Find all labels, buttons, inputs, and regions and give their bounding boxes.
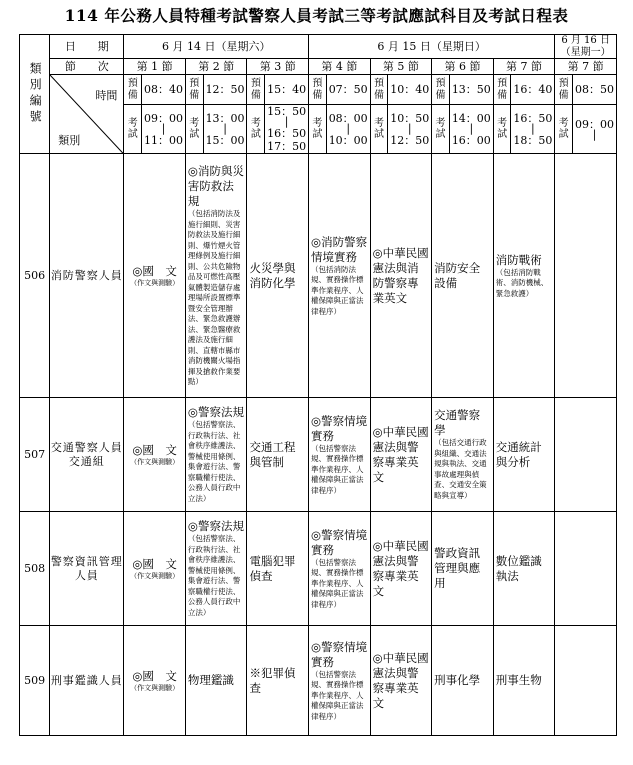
exam-time-5: 10：50 | 12：50 [388,105,432,154]
date-june14: 6 月 14 日（星期六） [124,35,309,59]
category-name: 消防警察人員 [50,154,124,398]
time-label: 時間 [95,89,118,102]
prep-time-3: 15：40 [265,75,309,105]
subject-s4: ◎警察情境實務 （包括警察法規、實務操作標準作業程序、人權保障與正當法律程序） [309,398,371,512]
subject-s5: ◎中華民國憲法與警察專業英文 [370,398,432,512]
prep-label: 預備 [185,75,203,105]
subject-s2: 物理鑑識 [185,626,247,736]
subject-s8-empty [555,626,617,736]
session-5: 第 5 節 [370,59,432,75]
session-2: 第 2 節 [185,59,247,75]
prep-label: 預備 [247,75,265,105]
subject-s2: ◎消防與災害防救法規 （包括消防法及施行細則、災害防救法及施行細則、爆竹煙火管理條例及施行細則、公共危險物品及可燃性高壓氣體製造儲存處理場所設置標準暨安全管理辦法、緊急救護辦法、緊急醫療救護法及施行細則、直轄市縣市消防機關火場指揮及搶救作業要點） [185,154,247,398]
subject-s3: 電腦犯罪偵查 [247,512,309,626]
subject-s1: ◎國 文 （作文與測驗） [124,398,186,512]
subject-s6: 刑事化學 [432,626,494,736]
exam-time-4: 08：00 | 10：00 [326,105,370,154]
table-row [20,512,617,626]
time-category-diagonal-header [50,75,124,154]
subject-s7: 消防戰術 （包括消防戰術、消防機械、緊急救護） [493,154,555,398]
subject-s1: ◎國 文 （作文與測驗） [124,626,186,736]
prep-label: 預備 [493,75,511,105]
prep-label: 預備 [432,75,450,105]
subject-s8-empty [555,154,617,398]
category-code: 508 [20,512,50,626]
page-title: 114 年公務人員特種考試警察人員考試三等考試應試科目及考試日程表 [64,6,569,25]
subject-s6: 消防安全設備 [432,154,494,398]
exam-label: 考試 [555,105,573,154]
exam-time-1: 09：00 | 11：00 [142,105,186,154]
session-label: 節 次 [50,59,124,75]
subject-s8-empty [555,512,617,626]
table-row [20,626,617,736]
session-1: 第 1 節 [124,59,186,75]
exam-label: 考試 [247,105,265,154]
subject-s3: 交通工程與管制 [247,398,309,512]
schedule-table [19,34,617,736]
exam-label: 考試 [309,105,327,154]
exam-time-2: 13：00 | 15：00 [203,105,247,154]
date-label: 日 期 [50,35,124,59]
subject-s2: ◎警察法規 （包括警察法、行政執行法、社會秩序維護法、警械使用條例、集會遊行法、警察職權行使法、公務人員行政中立法） [185,398,247,512]
session-7: 第 7 節 [493,59,555,75]
prep-time-5: 10：40 [388,75,432,105]
table-row [20,398,617,512]
subject-s7: 刑事生物 [493,626,555,736]
subject-s7: 交通統計與分析 [493,398,555,512]
category-name: 刑事鑑識人員 [50,626,124,736]
subject-s3: ※犯罪偵查 [247,626,309,736]
session-6: 第 6 節 [432,59,494,75]
category-code: 506 [20,154,50,398]
session-3: 第 3 節 [247,59,309,75]
exam-label: 考試 [185,105,203,154]
subject-s4: ◎警察情境實務 （包括警察法規、實務操作標準作業程序、人權保障與正當法律程序） [309,512,371,626]
subject-s6: 警政資訊管理與應用 [432,512,494,626]
subject-s8-empty [555,398,617,512]
exam-time-7: 16：50 | 18：50 [511,105,555,154]
subject-s6: 交通警察學 （包括交通行政與組織、交通法規與執法、交通事故處理與偵查、交通安全策略與宣導） [432,398,494,512]
subject-s3: 火災學與消防化學 [247,154,309,398]
exam-label: 考試 [370,105,388,154]
category-name: 警察資訊管理人員 [50,512,124,626]
prep-time-7: 16：40 [511,75,555,105]
session-7-june16: 第 7 節 [555,59,617,75]
exam-time-3: 15：50 | 16：50 17：50 [265,105,309,154]
subject-s7: 數位鑑識執法 [493,512,555,626]
exam-label: 考試 [124,105,142,154]
session-4: 第 4 節 [309,59,371,75]
prep-label: 預備 [555,75,573,105]
date-june15: 6 月 15 日（星期日） [309,35,555,59]
prep-label: 預備 [370,75,388,105]
subject-s5: ◎中華民國憲法與警察專業英文 [370,626,432,736]
prep-label: 預備 [309,75,327,105]
exam-label: 考試 [432,105,450,154]
prep-time-1: 08：40 [142,75,186,105]
exam-time-8: 09：00 | [573,105,617,154]
prep-time-4: 07：50 [326,75,370,105]
subject-s1: ◎國 文 （作文與測驗） [124,154,186,398]
exam-label: 考試 [493,105,511,154]
category-label: 類別 [58,133,81,147]
subject-s4: ◎消防警察情境實務 （包括消防法規、實務操作標準作業程序、人權保障與正當法律程序） [309,154,371,398]
table-row [20,154,617,398]
category-code: 509 [20,626,50,736]
category-code-header: 類別編號 [20,35,50,154]
subject-s2: ◎警察法規 （包括警察法、行政執行法、社會秩序維護法、警械使用條例、集會遊行法、警察職權行使法、公務人員行政中立法） [185,512,247,626]
category-name: 交通警察人員交通組 [50,398,124,512]
category-code: 507 [20,398,50,512]
subject-s4: ◎警察情境實務 （包括警察法規、實務操作標準作業程序、人權保障與正當法律程序） [309,626,371,736]
prep-label: 預備 [124,75,142,105]
subject-s1: ◎國 文 （作文與測驗） [124,512,186,626]
exam-time-6: 14：00 | 16：00 [449,105,493,154]
date-june16: 6 月 16 日（星期一） [555,35,617,59]
prep-time-6: 13：50 [449,75,493,105]
subject-s5: ◎中華民國憲法與警察專業英文 [370,512,432,626]
prep-time-8: 08：50 [573,75,617,105]
subject-s5: ◎中華民國憲法與消防警察專業英文 [370,154,432,398]
prep-time-2: 12：50 [203,75,247,105]
